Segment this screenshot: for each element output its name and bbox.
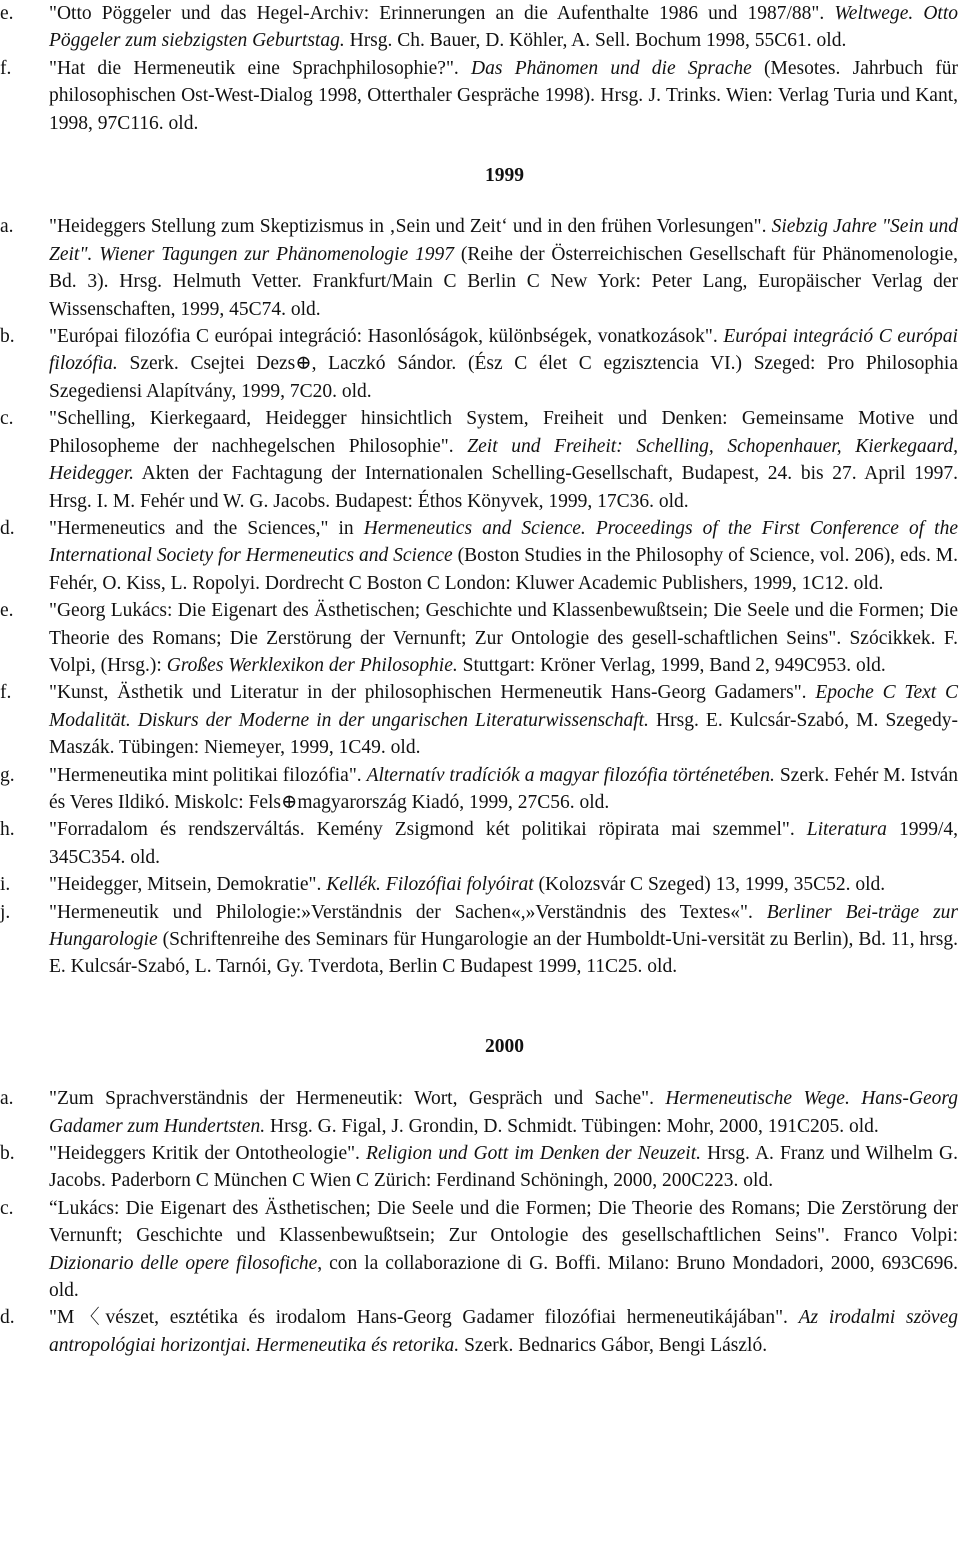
bib-entry [0,899,960,981]
entry-text: "Hat die Hermeneutik eine Sprachphilosophie?". Das Phänomen und die Sprache (Mesotes. Jahrbuch für philosophischen Ost-West-Dialog 1998, Otterthaler Gespräche 1998). Hrsg. J. Trinks. Wien: Verlag Turia und Kant, 1998, 97C116. old. [49,57,958,134]
entry-text: "M〈vészet, esztétika és irodalom Hans-Georg Gadamer filozófiai hermeneutikájában". Az irodalmi szöveg antropológiai horizontjai. Hermeneutika és retorika. Szerk. Bednarics Gábor, Bengi László. [49,1307,958,1356]
bib-entry [0,1195,960,1305]
entry-text: "Kunst, Ästhetik und Literatur in der philosophischen Hermeneutik Hans-Georg Gadamers". Epoche C Text C Modalität. Diskurs der Moderne in der ungarischen Literaturwissenschaft. Hrsg. E. Kulcsár-Szabó, M. Szegedy-Maszák. Tübingen: Niemeyer, 1999, 1C49. old. [49,682,958,759]
bib-entry [0,55,960,137]
bib-entry [0,405,960,515]
entry-label: i. [0,874,11,896]
year-heading: 1999 [485,165,524,187]
bib-entry [0,323,960,405]
entry-text: "Zum Sprachverständnis der Hermeneutik: Wort, Gespräch und Sache". Hermeneutische Wege. Hans-Georg Gadamer zum Hundertsten. Hrsg. G. Figal, J. Grondin, D. Schmidt. Tübingen: Mohr, 2000, 191C205. old. [49,1088,958,1137]
entry-text: "Heidegger, Mitsein, Demokratie". Kellék. Filozófiai folyóirat (Kolozsvár C Szeged) 13, 1999, 35C52. old. [49,874,886,896]
section-1999 [0,162,960,981]
entry-label: h. [0,819,15,841]
bib-entry [0,1085,960,1140]
entry-label: a. [0,216,14,238]
bib-entry [0,597,960,679]
entry-label: f. [0,682,12,704]
entry-label: e. [0,3,14,24]
bib-entry [0,1140,960,1195]
entry-text: "Georg Lukács: Die Eigenart des Ästhetischen; Geschichte und Klassenbewußtsein; Die Seele und die Formen; Die Theorie des Romans; Die Zerstörung der Vernunft; Zur Ontologie des gesell-schaftlichen Seins". Szócikkek. F. Volpi, (Hrsg.): Großes Werklexikon der Philosophie. Stuttgart: Kröner Verlag, 1999, Band 2, 949C953. old. [49,600,958,676]
bib-entry [0,679,960,761]
entry-label: c. [0,408,14,430]
bib-entry [0,871,960,898]
entry-label: e. [0,600,14,622]
entry-label: a. [0,1088,14,1110]
bib-entry [0,762,960,817]
entry-label: j. [0,901,11,923]
entry-label: c. [0,1197,14,1219]
year-heading: 2000 [485,1035,524,1057]
bib-entry [0,0,960,55]
entry-text: "Hermeneutics and the Sciences," in Hermeneutics and Science. Proceedings of the First Conference of the International Society for Hermeneutics and Science (Boston Studies in the Philosophy of Science, vol. 206), eds. M. Fehér, O. Kiss, L. Ropolyi. Dordrecht C Boston C London: Kluwer Academic Publishers, 1999, 1C12. old. [49,517,958,594]
entry-text: "Európai filozófia C európai integráció: Hasonlóságok, különbségek, vonatkozások". Európai integráció C európai filozófia. Szerk. Csejtei Dezs⊕, Laczkó Sándor. (Ész C élet C egzisztencia VI.) Szeged: Pro Philosophia Szegediensi Alapítvány, 1999, 7C20. old. [49,326,958,402]
entry-text: "Heideggers Kritik der Ontotheologie". Religion und Gott im Denken der Neuzeit. Hrsg. A. Franz und Wilhelm G. Jacobs. Paderborn C München C Wien C Zürich: Ferdinand Schöningh, 2000, 200C223. old. [49,1143,958,1192]
section-1998-continued [0,0,960,137]
bib-entry [0,1304,960,1359]
entry-label: g. [0,764,15,786]
bib-entry [0,213,960,323]
entry-text: "Hermeneutika mint politikai filozófia". Alternatív tradíciók a magyar filozófia történetében. Szerk. Fehér M. István és Veres Ildikó. Miskolc: Fels⊕magyarország Kiadó, 1999, 27C56. old. [49,764,958,813]
entry-label: b. [0,326,15,348]
bib-entry [0,816,960,871]
section-2000 [0,1033,960,1359]
entry-text: "Schelling, Kierkegaard, Heidegger hinsichtlich System, Freiheit und Denken: Gemeinsame Motive und Philosopheme der nachhegelschen Philosophie". Zeit und Freiheit: Schelling, Schopenhauer, Kierkegaard, Heidegger. Akten der Fachtagung der Internationalen Schelling-Gesellschaft, Budapest, 24. bis 27. April 1997. Hrsg. I. M. Fehér und W. G. Jacobs. Budapest: Éthos Könyvek, 1999, 17C36. old. [49,408,959,512]
bib-entry [0,515,960,597]
entry-label: d. [0,517,15,539]
entry-text: "Heideggers Stellung zum Skeptizismus in ‚Sein und Zeit‘ und in den frühen Vorlesungen". Siebzig Jahre "Sein und Zeit". Wiener Tagungen zur Phänomenologie 1997 (Reihe der Österreichischen Gesellschaft für Phänomenologie, Bd. 3). Hrsg. Helmuth Vetter. Frankfurt/Main C Berlin C New York: Peter Lang, Europäischer Verlag der Wissenschaften, 1999, 45C74. old. [49,216,959,320]
entry-text: "Hermeneutik und Philologie:»Verständnis der Sachen«,»Verständnis des Textes«". Berliner Bei-träge zur Hungarologie (Schriftenreihe des Seminars für Hungarologie an der Humboldt-Uni-versität zu Berlin), Bd. 11, hrsg. E. Kulcsár-Szabó, L. Tarnói, Gy. Tverdota, Berlin C Budapest 1999, 11C25. old. [49,901,958,978]
entry-label: b. [0,1143,15,1165]
entry-text: "Forradalom és rendszerváltás. Kemény Zsigmond két politikai röpirata mai szemmel". Literatura 1999/4, 345C354. old. [49,819,958,868]
entry-text: "Otto Pöggeler und das Hegel-Archiv: Erinnerungen an die Aufenthalte 1986 und 1987/88". Weltwege. Otto Pöggeler zum siebzigsten Geburtstag. Hrsg. Ch. Bauer, D. Köhler, A. Sell. Bochum 1998, 55C61. old. [49,3,958,52]
entry-label: f. [0,57,12,79]
entry-text: “Lukács: Die Eigenart des Ästhetischen; Die Seele und die Formen; Die Theorie des Romans; Die Zerstörung der Vernunft; Geschichte und Klassenbewußtsein; Zur Ontologie des gesellschaftlichen Seins". Franco Volpi: Dizionario delle opere filosofiche, con la collaborazione di G. Boffi. Milano: Bruno Mondadori, 2000, 693C696. old. [49,1197,958,1302]
entry-label: d. [0,1307,15,1329]
